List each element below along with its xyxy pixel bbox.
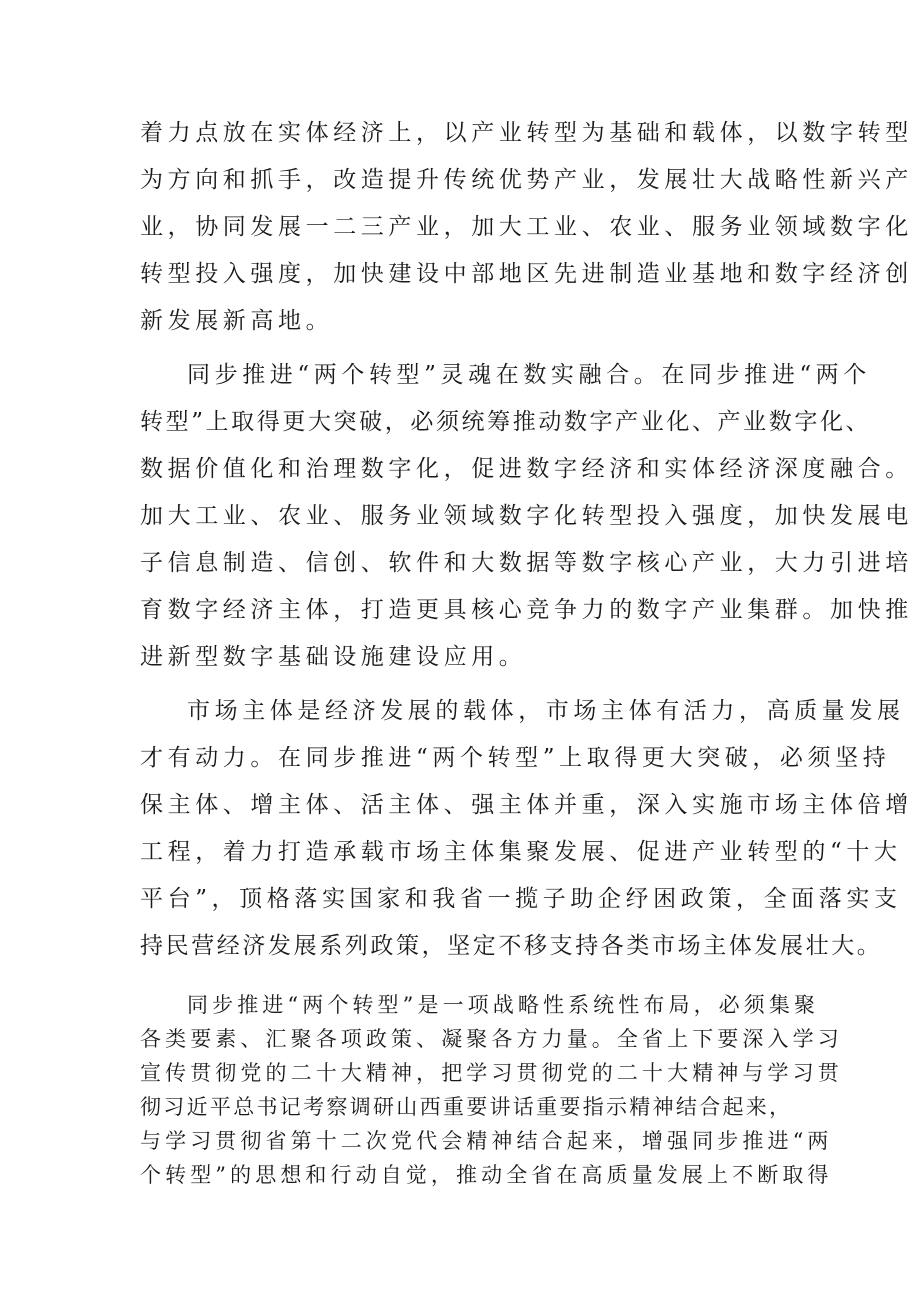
text-line: 同步推进“两个转型”是一项战略性系统性布局，必须集聚 xyxy=(187,993,820,1017)
text-line: 转型”上取得更大突破，必须统筹推动数字产业化、产业数字化、 xyxy=(140,409,872,435)
text-line: 与学习贯彻省第十二次党代会精神结合起来，增强同步推进“两 xyxy=(140,1129,833,1153)
text-line: 新发展新高地。 xyxy=(140,308,334,334)
text-line: 持民营经济发展系列政策，坚定不移支持各类市场主体发展壮大。 xyxy=(140,933,883,959)
text-line: 才有动力。在同步推进“两个转型”上取得更大突破，必须坚持 xyxy=(140,745,891,771)
text-line: 着力点放在实体经济上，以产业转型为基础和载体，以数字转型 xyxy=(140,120,913,146)
text-line: 数据价值化和治理数字化，促进数字经济和实体经济深度融合。 xyxy=(140,456,913,482)
text-line: 子信息制造、信创、软件和大数据等数字核心产业，大力引进培 xyxy=(140,550,913,576)
text-line: 工程，着力打造承载市场主体集聚发展、促进产业转型的“十大 xyxy=(140,839,902,865)
text-line: 宣传贯彻党的二十大精神，把学习贯彻党的二十大精神与学习贯 xyxy=(140,1061,843,1085)
text-line: 市场主体是经济发展的载体，市场主体有活力，高质量发展 xyxy=(187,698,905,724)
text-line: 彻习近平总书记考察调研山西重要讲话重要指示精神结合起来， xyxy=(140,1095,793,1119)
text-line: 个转型”的思想和行动自觉，推动全省在高质量发展上不断取得 xyxy=(140,1163,833,1187)
text-line: 育数字经济主体，打造更具核心竞争力的数字产业集群。加快推 xyxy=(140,597,913,623)
text-line: 为方向和抓手，改造提升传统优势产业，发展壮大战略性新兴产 xyxy=(140,167,913,193)
text-line: 同步推进“两个转型”灵魂在数实融合。在同步推进“两个 xyxy=(187,362,871,388)
text-line: 平台”，顶格落实国家和我省一揽子助企纾困政策，全面落实支 xyxy=(140,886,902,912)
text-line: 各类要素、汇聚各项政策、凝聚各方力量。全省上下要深入学习 xyxy=(140,1027,843,1051)
text-line: 保主体、增主体、活主体、强主体并重，深入实施市场主体倍增 xyxy=(140,792,913,818)
text-line: 转型投入强度，加快建设中部地区先进制造业基地和数字经济创 xyxy=(140,261,913,287)
text-line: 进新型数字基础设施建设应用。 xyxy=(140,644,527,670)
text-line: 业，协同发展一二三产业，加大工业、农业、服务业领域数字化 xyxy=(140,214,913,240)
text-line: 加大工业、农业、服务业领域数字化转型投入强度，加快发展电 xyxy=(140,503,913,529)
